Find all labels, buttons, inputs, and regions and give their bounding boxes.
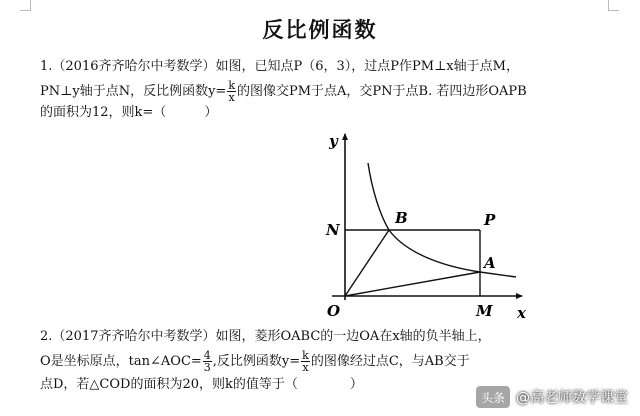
problem1-line3-post: ）	[204, 105, 218, 120]
problem2-line3-pre: 点D，若△COD的面积为20，则k的值等于（	[40, 377, 298, 392]
label-x: x	[517, 304, 526, 322]
problem2-line2-mid: ,反比例函数y=	[212, 354, 301, 369]
problem2-line1: 2.（2017齐齐哈尔中考数学）如图，菱形OABC的一边OA在x轴的负半轴上，	[40, 329, 491, 344]
label-P: P	[484, 211, 496, 229]
problem2-line2-pre: O是坐标原点，tan∠AOC=	[40, 354, 202, 369]
problem1-line1: 1.（2016齐齐哈尔中考数学）如图，已知点P（6，3），过点P作PM⊥x轴于点M，	[40, 59, 519, 74]
problem2-tan-fraction	[203, 350, 212, 373]
problem1-line2-pre: PN⊥y轴于点N，反比例函数y=	[40, 84, 227, 99]
problem2-line2	[40, 350, 470, 373]
problem2-fraction	[301, 350, 310, 373]
watermark-text: @高老师数学课堂	[516, 390, 628, 406]
label-O: O	[327, 302, 341, 320]
problem1-fraction-num: k	[228, 79, 235, 92]
problem2-tan-den: 3	[203, 361, 211, 374]
label-M: M	[476, 302, 493, 320]
segment-OA	[345, 272, 480, 296]
problem2-tan-num: 4	[203, 349, 211, 362]
problem2-line3-post: ）	[349, 377, 363, 392]
problem1-fraction-den: x	[228, 91, 235, 104]
problem2-line3	[40, 376, 363, 394]
problem2-fraction-num: k	[302, 349, 309, 362]
problem1-line3-pre: 的面积为12，则k=（	[40, 105, 167, 120]
watermark-logo: 头条	[476, 386, 510, 408]
label-N: N	[326, 221, 340, 239]
page-title: 反比例函数	[262, 17, 378, 42]
problem2-fraction-den: x	[302, 361, 309, 374]
segment-OB	[345, 230, 389, 296]
watermark	[476, 386, 628, 408]
problem2-line2-post: 的图像经过点C，与AB交于	[310, 354, 470, 369]
label-A: A	[484, 254, 496, 272]
label-B: B	[395, 209, 408, 227]
label-y: y	[329, 132, 338, 150]
problem1-line2-post: 的图像交PM于点A，交PN于点B. 若四边形OAPB	[236, 84, 527, 99]
